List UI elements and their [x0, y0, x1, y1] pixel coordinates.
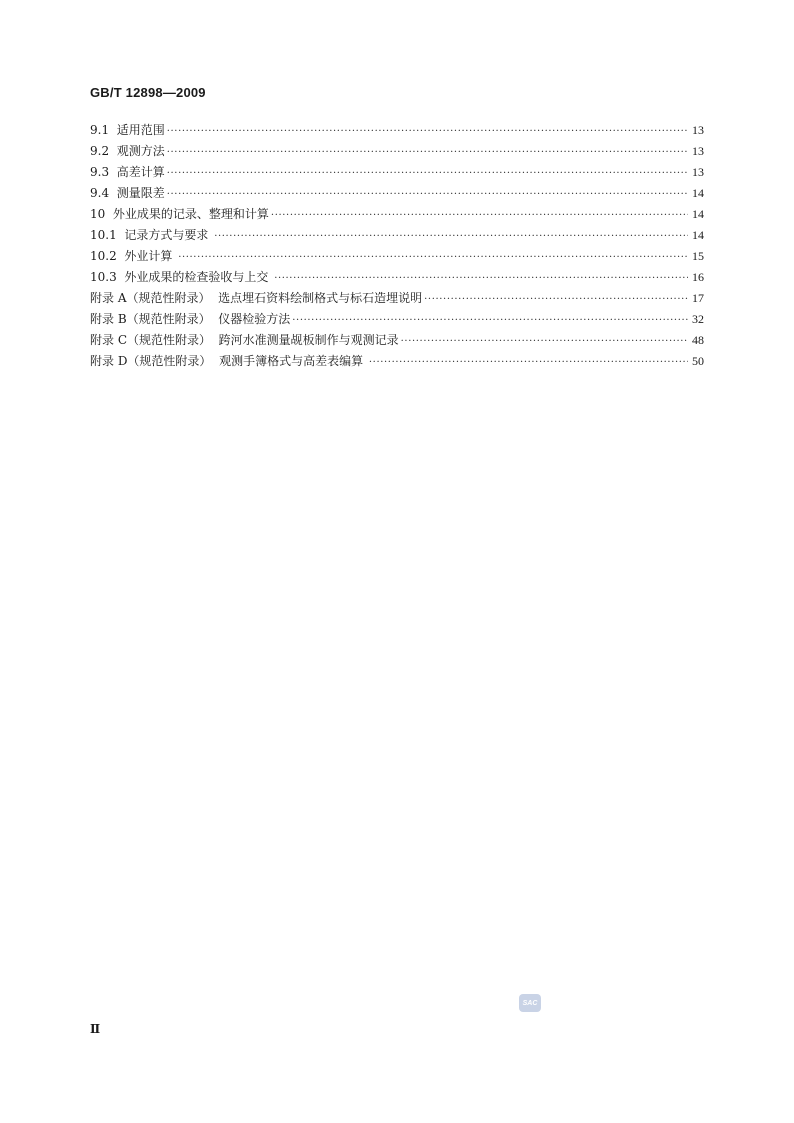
toc-entry-number: 10 [90, 207, 113, 221]
page-number: Ⅱ [90, 1022, 101, 1036]
toc-entry[interactable] [90, 141, 704, 162]
sac-watermark-logo: SAC [519, 994, 541, 1012]
toc-entry-number: 9.4 [90, 186, 117, 200]
toc-entry-number: 9.1 [90, 123, 117, 137]
toc-entry-number: 附录 A（规范性附录） [90, 291, 219, 305]
toc-entry-page: 48 [692, 333, 704, 347]
toc-entry-title: 测量限差 [116, 186, 165, 200]
toc-entry-page: 16 [692, 270, 704, 284]
toc-leader-dots [167, 142, 688, 163]
toc-entry-page: 17 [692, 291, 704, 305]
toc-entry[interactable] [90, 351, 704, 372]
toc-entry[interactable] [90, 162, 704, 183]
toc-entry-number: 9.3 [90, 165, 117, 179]
toc-entry-page: 14 [692, 207, 704, 221]
toc-entry-page: 14 [692, 186, 704, 200]
toc-leader-dots [424, 289, 688, 310]
toc-entry-number: 10.2 [90, 249, 125, 263]
toc-entry-page: 32 [692, 312, 704, 326]
toc-entry-title: 适用范围 [116, 123, 165, 137]
toc-entry[interactable] [90, 204, 704, 225]
standard-code: GB/T 12898—2009 [90, 85, 206, 100]
toc-entry[interactable] [90, 120, 704, 141]
table-of-contents [90, 120, 704, 372]
toc-entry-title: 记录方式与要求 [124, 228, 213, 242]
toc-entry-page: 15 [692, 249, 704, 263]
toc-leader-dots [369, 352, 688, 373]
toc-entry-number: 附录 C（规范性附录） [90, 333, 219, 347]
toc-leader-dots [274, 268, 688, 289]
toc-entry-page: 14 [692, 228, 704, 242]
toc-entry-number: 10.3 [90, 270, 125, 284]
toc-entry-title: 外业计算 [124, 249, 177, 263]
toc-leader-dots [214, 226, 688, 247]
toc-entry[interactable] [90, 330, 704, 351]
toc-entry-title: 仪器检验方法 [218, 312, 291, 326]
toc-entry-title: 跨河水准测量觇板制作与观测记录 [218, 333, 399, 347]
toc-entry[interactable] [90, 183, 704, 204]
toc-entry-number: 附录 B（规范性附录） [90, 312, 219, 326]
toc-leader-dots [401, 331, 688, 352]
toc-leader-dots [178, 247, 688, 268]
toc-entry-title: 观测方法 [116, 144, 165, 158]
toc-entry-number: 10.1 [90, 228, 125, 242]
toc-entry-title: 外业成果的记录、整理和计算 [112, 207, 269, 221]
toc-entry[interactable] [90, 309, 704, 330]
toc-entry-title: 选点埋石资料绘制格式与标石造埋说明 [218, 291, 423, 305]
toc-entry[interactable] [90, 267, 704, 288]
toc-entry-page: 13 [692, 165, 704, 179]
toc-leader-dots [167, 121, 688, 142]
toc-entry-title: 观测手簿格式与高差表编算 [219, 354, 367, 368]
toc-leader-dots [167, 163, 688, 184]
toc-entry-number: 附录 D（规范性附录） [90, 354, 220, 368]
toc-entry[interactable] [90, 288, 704, 309]
toc-entry-page: 13 [692, 144, 704, 158]
toc-entry-title: 高差计算 [116, 165, 165, 179]
toc-entry-title: 外业成果的检查验收与上交 [124, 270, 273, 284]
toc-entry[interactable] [90, 225, 704, 246]
toc-entry-page: 50 [692, 354, 704, 368]
toc-entry-page: 13 [692, 123, 704, 137]
toc-leader-dots [271, 205, 688, 226]
toc-leader-dots [167, 184, 688, 205]
toc-entry[interactable] [90, 246, 704, 267]
toc-leader-dots [292, 310, 688, 331]
toc-entry-number: 9.2 [90, 144, 117, 158]
